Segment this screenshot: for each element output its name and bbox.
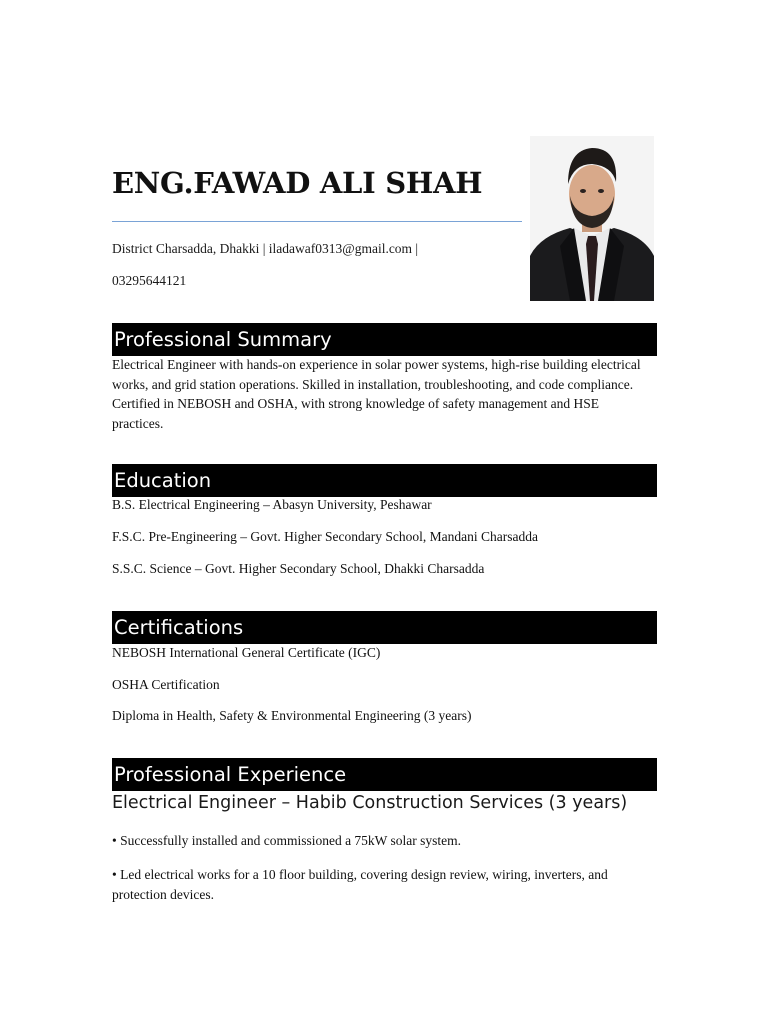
experience-bullet: • Successfully installed and commissioned a 75kW solar system.: [112, 833, 462, 848]
summary-text: Electrical Engineer with hands-on experience in solar power systems, high-rise building electrical works, and grid station operations. Skilled in installation, troubleshooting, and code compliance. Certified in NEBOSH and OSHA, with strong knowledge of safety management and HSE practices.: [112, 357, 641, 431]
section-heading-summary: Professional Summary: [112, 323, 657, 356]
certification-item: NEBOSH International General Certificate (IGC): [112, 645, 381, 660]
contact-phone: 03295644121: [112, 273, 187, 288]
section-heading-education: Education: [112, 464, 657, 497]
contact-address-email: District Charsadda, Dhakki | iladawaf0313@gmail.com |: [112, 241, 419, 256]
experience-bullet: • Led electrical works for a 10 floor building, covering design review, wiring, inverters, and protection devices.: [112, 867, 608, 902]
education-item: B.S. Electrical Engineering – Abasyn University, Peshawar: [112, 497, 432, 512]
education-item: S.S.C. Science – Govt. Higher Secondary School, Dhakki Charsadda: [112, 561, 485, 576]
header-divider: [112, 221, 522, 222]
certification-item: OSHA Certification: [112, 677, 220, 692]
section-heading-certifications: Certifications: [112, 611, 657, 644]
education-item: F.S.C. Pre-Engineering – Govt. Higher Secondary School, Mandani Charsadda: [112, 529, 538, 544]
portrait-illustration: [530, 136, 654, 301]
certification-item: Diploma in Health, Safety & Environmental Engineering (3 years): [112, 708, 472, 723]
job-title: Electrical Engineer – Habib Construction Services (3 years): [112, 793, 628, 813]
candidate-name: ENG.FAWAD ALI SHAH: [112, 166, 483, 200]
section-heading-experience: Professional Experience: [112, 758, 657, 791]
profile-photo: [530, 136, 654, 301]
